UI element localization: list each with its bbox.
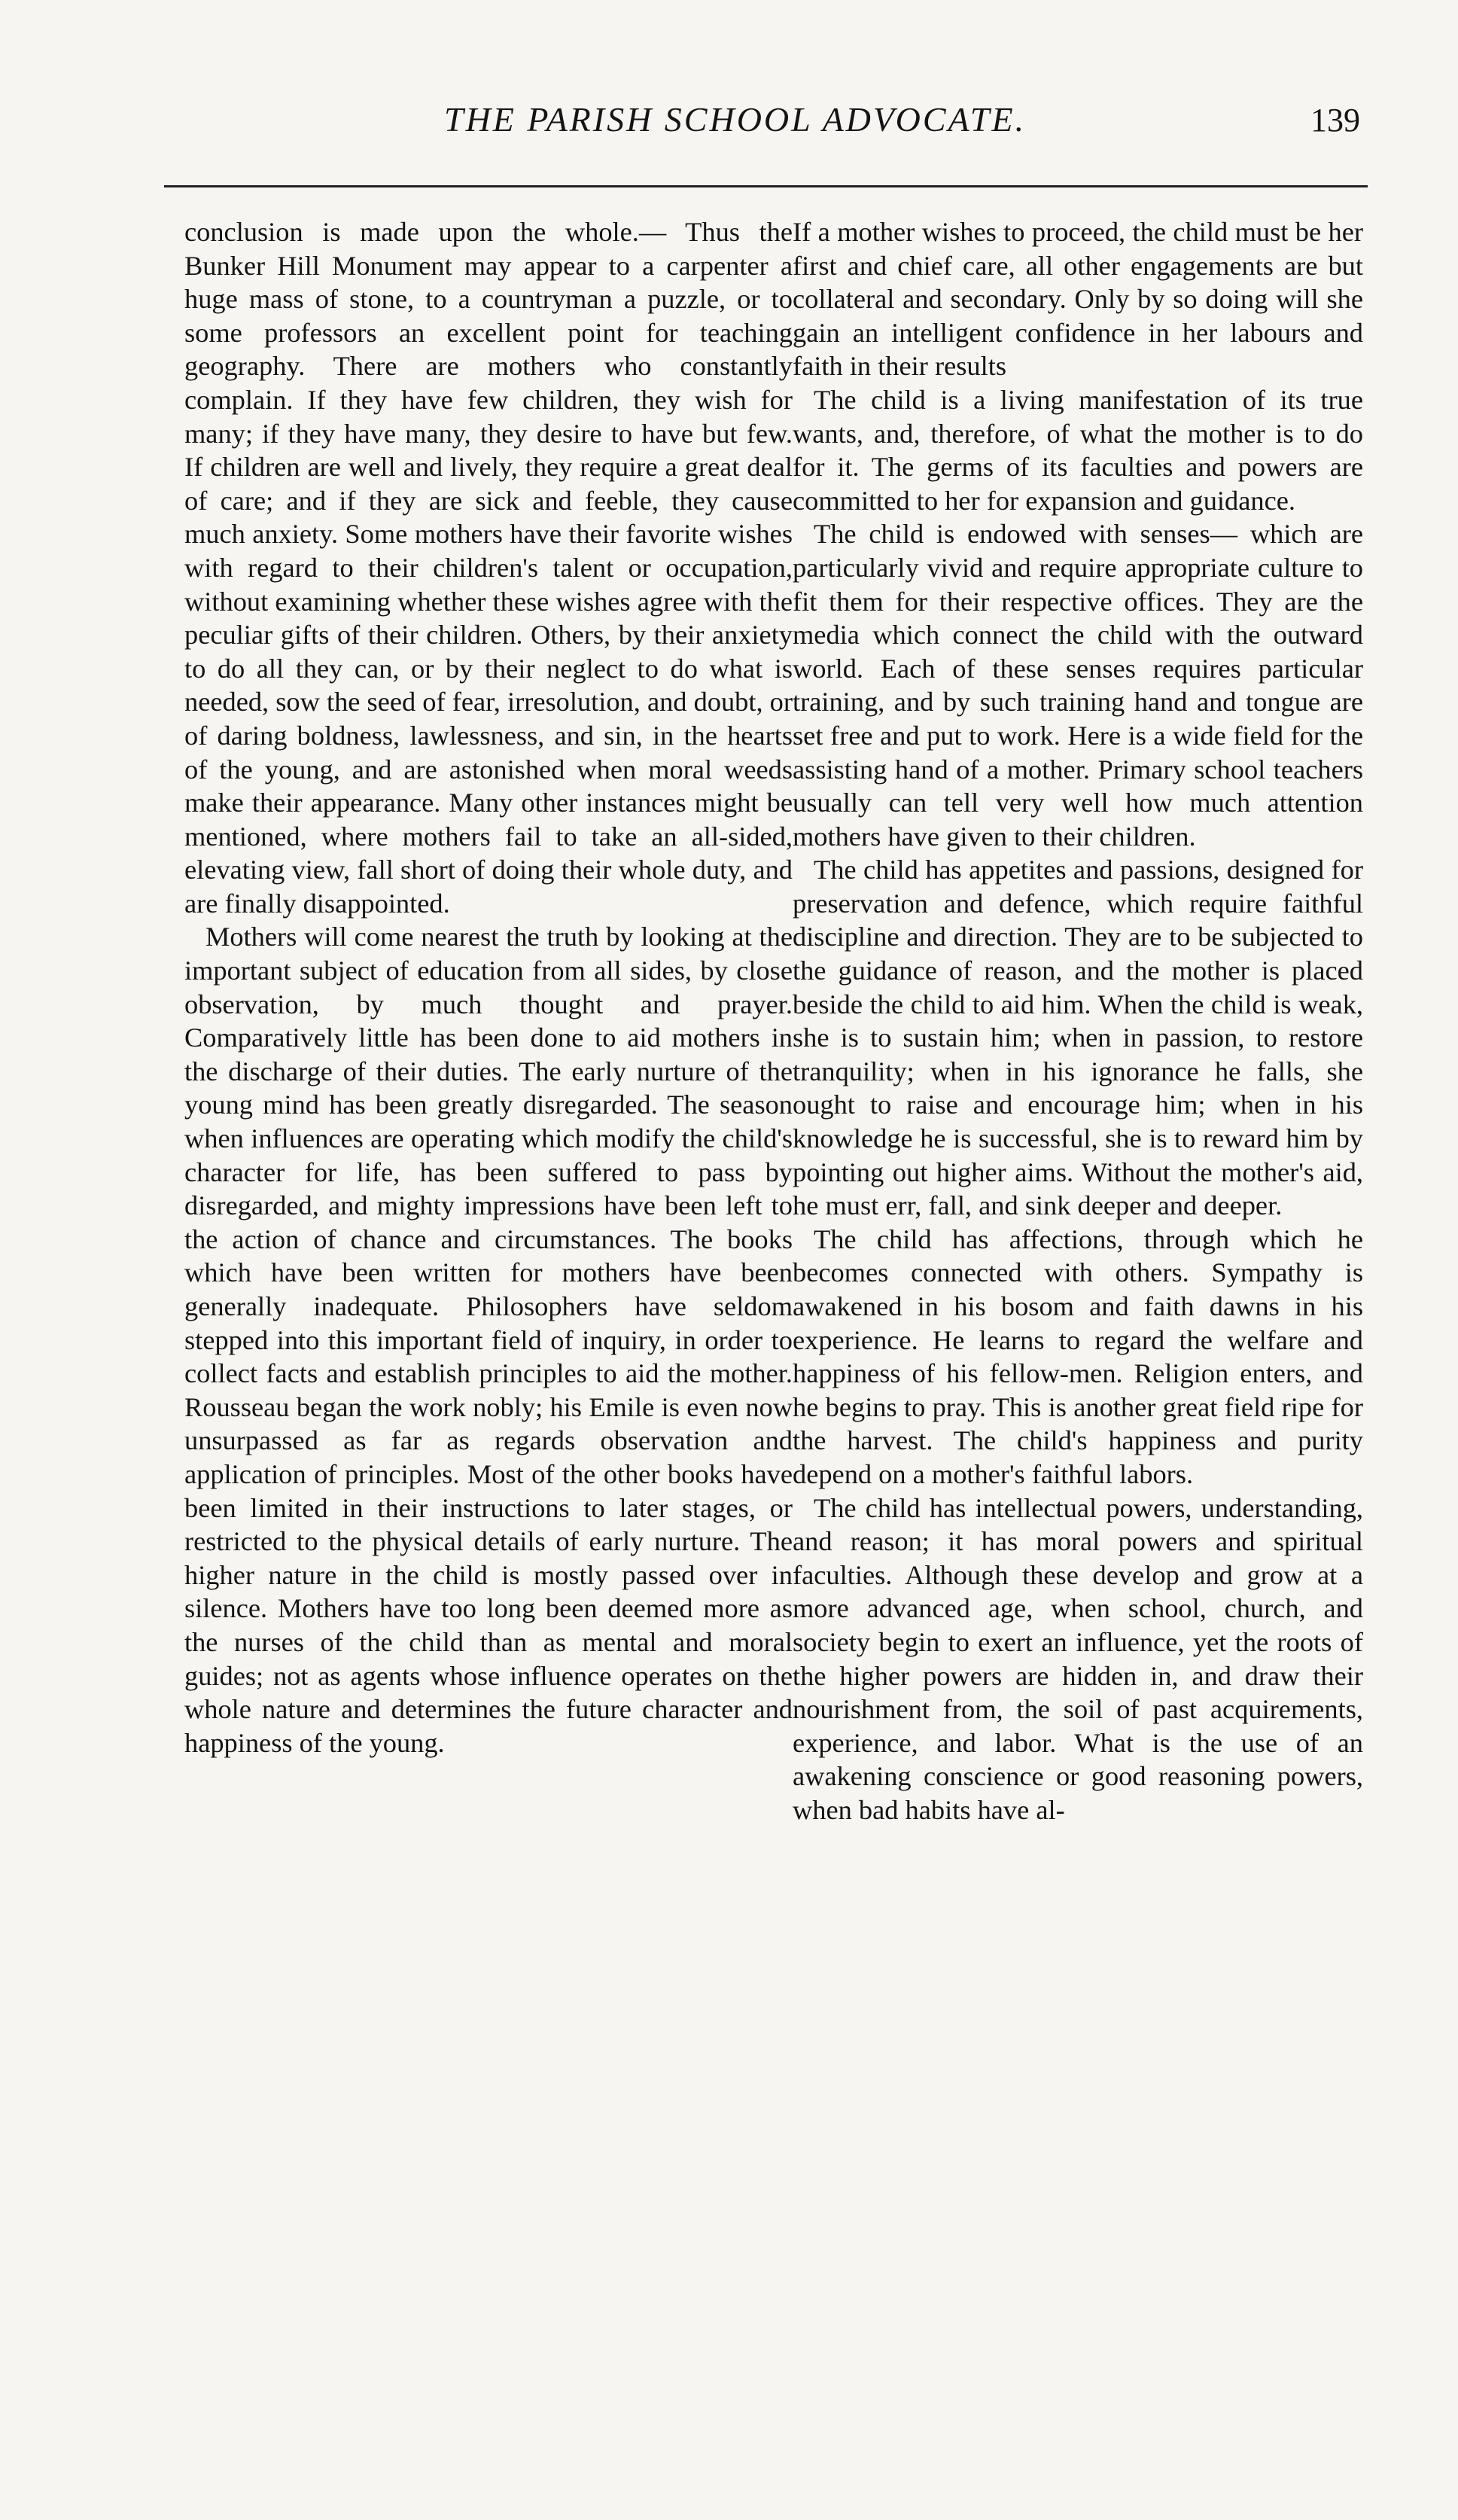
- right-column: [793, 215, 1363, 1827]
- left-column: [184, 215, 793, 1760]
- header-rule: [164, 185, 1368, 187]
- paragraph: The child has affections, through which he becomes connected with others. Sympathy is awakened in his bosom and faith dawns in his experience. He learns to regard the welfare and happiness of his fellow-men. Religion enters, and he begins to pray. This is another great field ripe for the harvest. The child's happiness and purity depend on a mother's faithful labors.: [793, 1223, 1363, 1489]
- running-title: THE PARISH SCHOOL ADVOCATE.: [444, 100, 1027, 139]
- paragraph: If a mother wishes to proceed, the child must be her first and chief care, all other engagements are but collateral and secondary. Only by so doing will she gain an intelligent confidence in her labours and faith in their results: [793, 217, 1363, 382]
- paragraph: The child has intellectual powers, understanding, and reason; it has moral powers and spiritual faculties. Although these develop and grow at a more advanced age, when school, church, and society begin to exert an influence, yet the roots of the higher powers are hidden in, and draw their nourishment from, the soil of past acquirements, experience, and labor. What is the use of an awakening conscience or good reasoning powers, when bad habits have al-: [793, 1492, 1363, 1825]
- paragraph: Mothers will come nearest the truth by looking at the important subject of education from all sides, by close observation, by much thought and prayer. Comparatively little has been done to aid mothers in the discharge of their duties. The early nurture of the young mind has been greatly disregarded. The season when influences are operating which modify the child's character for life, has been suffered to pass by disregarded, and mighty impressions have been left to the action of chance and circumstances. The books which have been written for mothers have been generally inadequate. Philosophers have seldom stepped into this important field of inquiry, in order to collect facts and establish principles to aid the mother. Rousseau began the work nobly; his Emile is even now unsurpassed as far as regards observation and application of principles. Most of the other books have been limited in their instructions to later stages, or restricted to the physical details of early nurture. The higher nature in the child is mostly passed over in silence. Mothers have too long been deemed more as the nurses of the child than as mental and moral guides; not as agents whose influence operates on the whole nature and determines the future character and happiness of the young.: [184, 922, 793, 1758]
- paragraph: The child is endowed with senses— which are particularly vivid and require appropriate culture to fit them for their respective offices. They are the media which connect the child with the outward world. Each of these senses requires particular training, and by such training hand and tongue are set free and put to work. Here is a wide field for the assisting hand of a mother. Primary school teachers usually can tell very well how much attention mothers have given to their children.: [793, 519, 1363, 852]
- paragraph: The child is a living manifestation of its true wants, and, therefore, of what the mother is to do for it. The germs of its faculties and powers are committed to her for expansion and guidance.: [793, 384, 1363, 516]
- paragraph: conclusion is made upon the whole.— Thus the Bunker Hill Monument may appear to a carpenter a huge mass of stone, to a countryman a puzzle, or to some professors an excellent point for teaching geography. There are mothers who constantly complain. If they have few children, they wish for many; if they have many, they desire to have but few. If children are well and lively, they require a great deal of care; and if they are sick and feeble, they cause much anxiety. Some mothers have their favorite wishes with regard to their children's talent or occupation, without examining whether these wishes agree with the peculiar gifts of their children. Others, by their anxiety to do all they can, or by their neglect to do what is needed, sow the seed of fear, irresolution, and doubt, or of daring boldness, lawlessness, and sin, in the hearts of the young, and are astonished when moral weeds make their appearance. Many other instances might be mentioned, where mothers fail to take an all-sided, elevating view, fall short of doing their whole duty, and are finally disappointed.: [184, 217, 793, 919]
- page-number: 139: [1310, 102, 1360, 139]
- page-header: [173, 96, 1360, 157]
- paragraph: The child has appetites and passions, designed for preservation and defence, which require faithful discipline and direction. They are to be subjected to the guidance of reason, and the mother is placed beside the child to aid him. When the child is weak, she is to sustain him; when in passion, to restore tranquility; when in his ignorance he falls, she ought to raise and encourage him; when in his knowledge he is successful, she is to reward him by pointing out higher aims. Without the mother's aid, he must err, fall, and sink deeper and deeper.: [793, 855, 1363, 1221]
